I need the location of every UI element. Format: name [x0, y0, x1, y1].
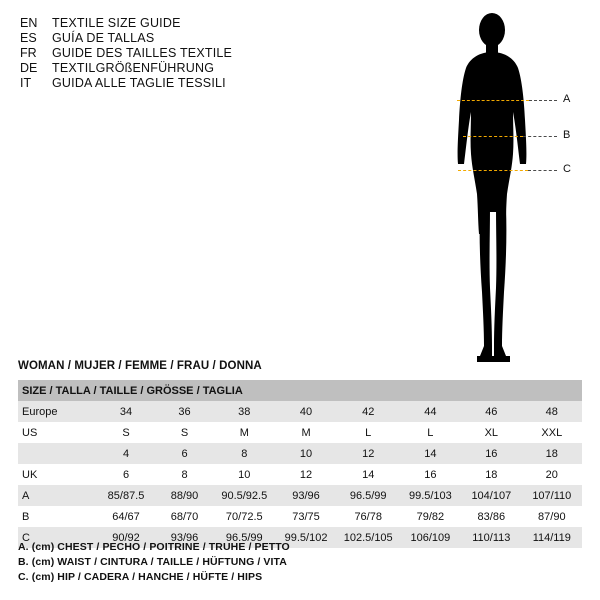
cell: 16: [424, 468, 437, 481]
title-text-de: TEXTILGRÖßENFÜHRUNG: [52, 61, 215, 75]
legend-a: A. (cm) CHEST / PECHO / POITRINE / TRUHE / PETTO: [18, 541, 290, 553]
table-row: [18, 422, 582, 443]
cell: 99.5/103: [408, 489, 452, 502]
cell: 70/72.5: [225, 510, 263, 523]
cell: 8: [241, 447, 248, 460]
cell: 34: [119, 405, 133, 418]
table-row: [18, 506, 582, 527]
row-label-europe: Europe: [22, 405, 58, 418]
cell: 110/113: [472, 531, 511, 544]
title-lang-it: IT: [20, 76, 32, 90]
cell: M: [239, 426, 249, 439]
size-table: [18, 380, 582, 548]
row-label-a: A: [22, 489, 30, 502]
cell: 20: [545, 468, 558, 481]
cell: 99.5/102: [284, 531, 328, 544]
title-text-fr: GUIDE DES TAILLES TEXTILE: [52, 46, 233, 60]
cell: 4: [122, 447, 130, 460]
row-label-c: C: [22, 531, 30, 544]
cell: 96.5/99: [349, 489, 387, 502]
cell: 12: [362, 447, 375, 460]
table-row: [18, 443, 582, 464]
cell: 73/75: [292, 510, 320, 523]
cell: 104/107: [471, 489, 512, 502]
table-header-row: [18, 380, 582, 401]
cell: XXL: [541, 426, 563, 439]
title-lang-en: EN: [20, 16, 38, 30]
table-caption: WOMAN / MUJER / FEMME / FRAU / DONNA: [18, 360, 262, 372]
row-label-b: B: [22, 510, 30, 523]
cell: 42: [362, 405, 375, 418]
title-lang-de: DE: [20, 61, 38, 75]
figure-label-c: C: [563, 163, 571, 175]
cell: 14: [362, 468, 375, 481]
cell: 12: [299, 468, 313, 481]
cell: 6: [181, 447, 188, 460]
title-text-es: GUÍA DE TALLAS: [52, 31, 155, 45]
title-row-fr: [20, 46, 320, 60]
measurement-legend: [18, 540, 290, 585]
hip-leader-line: [528, 170, 557, 171]
cell: 102.5/105: [343, 531, 393, 544]
cell: 88/90: [170, 489, 199, 502]
cell: 106/109: [410, 531, 451, 544]
table-header-label: SIZE / TALLA / TAILLE / GRÖSSE / TAGLIA: [22, 384, 243, 397]
cell: 93/96: [292, 489, 320, 502]
cell: 16: [485, 447, 498, 460]
cell: S: [180, 426, 189, 439]
cell: 18: [485, 468, 498, 481]
table-row: [18, 485, 582, 506]
cell: 10: [299, 447, 313, 460]
title-row-it: [20, 76, 320, 90]
title-lang-es: ES: [20, 31, 37, 45]
title-row-de: [20, 61, 320, 75]
cell: 107/110: [532, 489, 572, 502]
row-label-uk: UK: [22, 468, 38, 481]
cell: 10: [238, 468, 251, 481]
waist-measure-line: [463, 136, 523, 137]
hip-measure-line: [458, 170, 528, 171]
chest-measure-line: [457, 100, 529, 101]
cell: 40: [299, 405, 313, 418]
cell: M: [301, 426, 311, 439]
legend-c: C. (cm) HIP / CADERA / HANCHE / HÜFTE / HIPS: [18, 571, 263, 583]
title-lang-fr: FR: [20, 46, 37, 60]
cell: 14: [424, 447, 437, 460]
cell: 18: [545, 447, 558, 460]
table-row: [18, 464, 582, 485]
cell: XL: [484, 426, 499, 439]
title-text-it: GUIDA ALLE TAGLIE TESSILI: [52, 76, 226, 90]
title-row-en: [20, 16, 320, 30]
title-row-es: [20, 31, 320, 45]
figure-label-a: A: [563, 93, 571, 105]
cell: 76/78: [354, 510, 382, 523]
cell: 85/87.5: [107, 489, 145, 502]
cell: 90/92: [112, 531, 140, 544]
waist-leader-line: [523, 136, 557, 137]
row-label-us-numeric: [18, 443, 96, 464]
cell: 79/82: [416, 510, 445, 523]
cell: 114/119: [532, 531, 571, 544]
cell: 93/96: [170, 531, 199, 544]
female-silhouette-figure: [430, 8, 571, 368]
cell: S: [122, 426, 130, 439]
cell: 87/90: [538, 510, 566, 523]
cell: L: [365, 426, 372, 439]
cell: 38: [238, 405, 251, 418]
cell: 6: [122, 468, 130, 481]
cell: 68/70: [170, 510, 199, 523]
title-text-en: TEXTILE SIZE GUIDE: [52, 16, 181, 30]
figure-label-b: B: [563, 129, 571, 141]
cell: L: [427, 426, 434, 439]
cell: 83/86: [477, 510, 506, 523]
cell: 48: [545, 405, 558, 418]
title-block: [20, 16, 320, 91]
female-silhouette-icon: [430, 8, 560, 368]
cell: 44: [424, 405, 437, 418]
legend-b: B. (cm) WAIST / CINTURA / TAILLE / HÜFTUNG / VITA: [18, 556, 287, 568]
row-label-us: US: [22, 426, 38, 439]
cell: 96.5/99: [225, 531, 263, 544]
cell: 46: [485, 405, 498, 418]
cell: 90.5/92.5: [221, 489, 268, 502]
cell: 64/67: [112, 510, 140, 523]
cell: 8: [181, 468, 188, 481]
chest-leader-line: [529, 100, 557, 101]
table-row: [18, 401, 582, 422]
cell: 36: [178, 405, 191, 418]
